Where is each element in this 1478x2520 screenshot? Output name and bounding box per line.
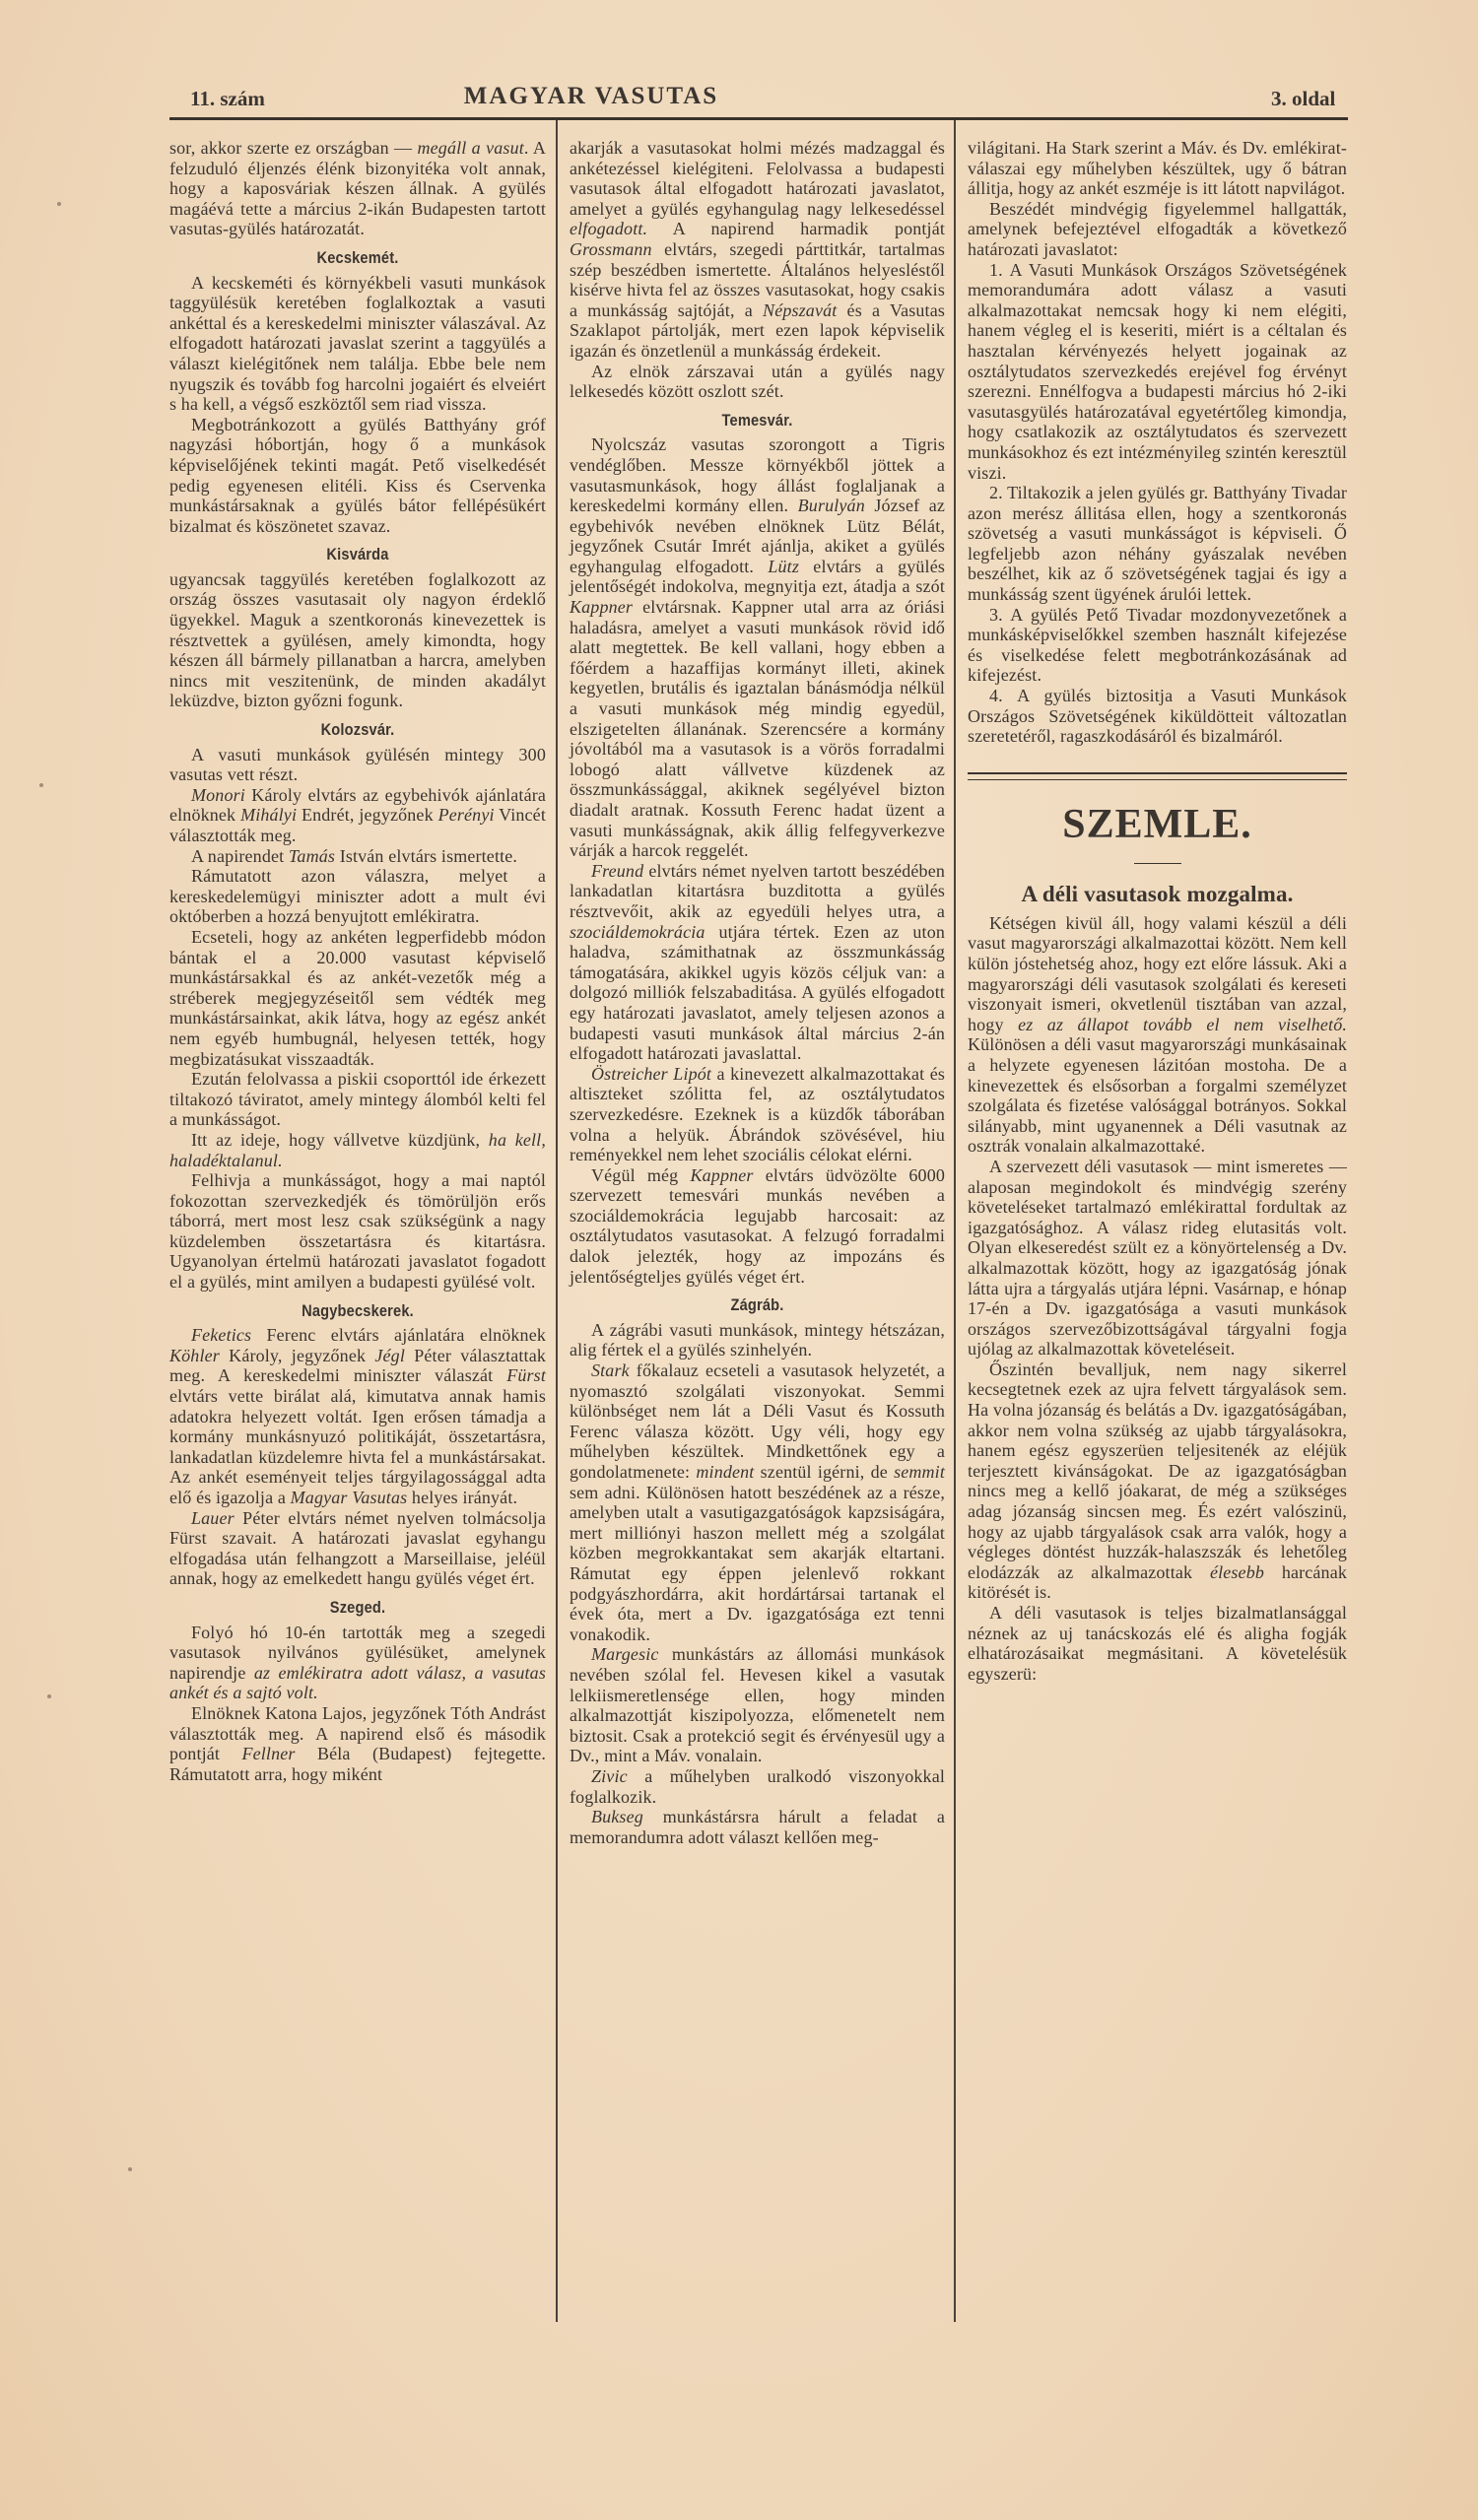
section-heading: Kolozsvár. <box>320 720 395 740</box>
paragraph: Margesic munkástárs az állomási munkások nevében szólal fel. Hevesen kikel a vasutak lelkiismeretlensége ellen, hogy minden alkalmazottját kiszipolyozza, előmenetelt nem biztosit. Csak a protekció segit és érvényesül ugy a Dv., mint a Máv. vonalain. <box>570 1644 945 1766</box>
paragraph: Lauer Péter elvtárs német nyelven tolmácsolja Fürst szavait. A határozati javaslat egyhangu elfogadása után felhangzott a Marseillaise, jeléül annak, hogy az emelkedett hangu gyülés véget ért. <box>169 1507 546 1589</box>
italic-emphasis: élesebb <box>1209 1561 1264 1582</box>
scan-speck <box>57 202 61 206</box>
italic-emphasis: megáll a vasut <box>417 138 524 158</box>
paragraph: Az elnök zárszavai után a gyülés nagy lelkesedés között oszlott szét. <box>570 361 945 402</box>
paragraph: Elnöknek Katona Lajos, jegyzőnek Tóth Andrást választották meg. A napirend első és második pontját Fellner Béla (Budapest) fejtegette. Rámutatott arra, hogy miként <box>169 1702 546 1784</box>
paragraph: Östreicher Lipót a kinevezett alkalmazottakat és altiszteket szólitta fel, az osztálytudatos szervezkedésre. Ezeknek is a küzdők táborában volna a helyük. Ábrándok szövésével, hiu reményekkel nem lehet szociális célokat elérni. <box>570 1063 945 1165</box>
section-heading: Zágráb. <box>730 1295 784 1315</box>
column-1 <box>169 138 546 1784</box>
paragraph: Nyolcszáz vasutas szorongott a Tigris vendéglőben. Messze környékből jöttek a vasutasmunkások, hogy állást foglaljanak a kereskedelmi kormány ellen. Burulyán József az egybehivók nevében elnöknek Lütz Bélát, jegyzőnek Csutár Imrét ajánlja, akiket a gyülés egyhangulag elfogadott. Lütz elvtárs a gyülés jelentőségét indokolva, megnyitja ezt, átadja a szót Kappner elvtársnak. Kappner utal arra az óriási haladásra, amelyet a vasuti munkások rövid idő alatt megtettek. Be kell vallani, hogy ebben a főérdem a hazaffijas kormányt illeti, akinek kegyetlen, brutális és igaztalan bánásmódja nélkül a vasuti munkások még mindig egyedül, elszigetelten állanának. Szerencsére a kormány jóvoltából ma a vasutasok is a vörös forradalmi lobogó alatt vállvetve küzdenek az összmunkássággal, akiknek segélyével bizton diadalt aratnak. Kossuth Ferenc hadat üzent a vasuti munkásságnak, akik állig felfegyverkezve várják a harcok reggelét. <box>570 434 946 861</box>
italic-emphasis: Fürst <box>506 1365 546 1386</box>
paragraph: Stark főkalauz ecseteli a vasutasok helyzetét, a nyomasztó szolgálati viszonyokat. Semmi különbséget nem lát a Déli Vasut és Kossuth Ferenc válasza között. Ugy véli, hogy egy műhelyben készültek. Mindkettőnek egy a gondolatmenete: mindent szentül igérni, de semmit sem adni. Különösen hatott beszédének az a része, amelyben utalt a vasutigazgatóságok kapzsiságára, mert milliónyi haszon mellett még a szolgálat közben megrokkantakat sem akarják eltartani. Rámutat egy éppen jelenlevő rokkant podgyászhordárra, akit hordártársai tartanak el évek óta, mert a Dv. igazgatósága ezt tenni vonakodik. <box>570 1360 945 1644</box>
section-title: SZEMLE. <box>1062 801 1252 847</box>
paragraph: Rámutatott azon válaszra, melyet a kereskedelemügyi miniszter adott a mult évi októberben a hozzá benyujtott emlékiratra. <box>169 866 546 927</box>
section-heading: Kecskemét. <box>316 247 399 267</box>
paragraph: Zivic a műhelyben uralkodó viszonyokkal foglalkozik. <box>570 1765 945 1807</box>
paragraph: Ecseteli, hogy az ankéten legperfidebb módon bántak el a 20.000 vasutast képviselő munkástársakkal és az ankét-vezetők még a stréberek megjegyzéseitől sem védték meg munkástársainkat, akik látva, hogy az egész ankét nem egyéb humbugnál, helyesen tették, hogy megbizatásukat visszaadták. <box>169 926 546 1069</box>
italic-emphasis: mindent <box>696 1462 755 1482</box>
section-rule <box>968 772 1347 780</box>
scan-speck <box>39 783 43 787</box>
italic-emphasis: ha kell, haladéktalanul. <box>169 1129 546 1170</box>
section-heading: Nagybecskerek. <box>302 1300 414 1320</box>
italic-emphasis: Lauer <box>191 1507 235 1528</box>
paragraph: A déli vasutasok is teljes bizalmatlansággal néznek az uj tanácskozás elé és aligha fogják elhatározásaikat megmásitani. A követelésük egyszerü: <box>968 1603 1347 1684</box>
paragraph: világitani. Ha Stark szerint a Máv. és Dv. emlékirat-válaszai egy műhelyben készültek, ugy ő bátran állitja, hogy az ankét eszméje is itt látott napvilágot. <box>968 138 1347 199</box>
paragraph: A vasuti munkások gyülésén mintegy 300 vasutas vett részt. <box>169 744 546 785</box>
page-number: 3. oldal <box>1271 87 1336 110</box>
italic-emphasis: Stark <box>591 1360 630 1381</box>
paragraph: 1. A Vasuti Munkások Országos Szövetségének memorandumára adott válasz a vasuti alkalmazottakat nemcsak hogy ki nem elégiti, hanem végleg el is keseriti, miért is a céltalan és hasztalan kérvényezés helyett jogainak az osztálytudatos szervezkedés erejével fog érvényt szerezni. Ennélfogva a budapesti március hó 2-iki vasutasgyülés határozatával egyetértőleg kimondja, hogy csatlakozik az osztálytudatos és szervezett munkásokhoz és ezt intézményileg szintén keresztül viszi. <box>968 259 1347 483</box>
italic-emphasis: Östreicher Lipót <box>591 1063 712 1084</box>
paragraph: ugyancsak taggyülés keretében foglalkozott az ország összes vasutasait oly nagyon érdeklő ügyekkel. Maguk a szentkoronás kinevezettek is résztvettek a gyülésen, amely kimondta, hogy készen áll bármely pillanatban a harcra, amelyben nincs mit veszitenünk, de minden akadályt leküzdve, bizton győzni fogunk. <box>169 568 546 711</box>
italic-emphasis: Tamás <box>288 845 336 866</box>
italic-emphasis: Burulyán <box>797 496 865 516</box>
column-2 <box>570 138 945 1847</box>
paragraph: sor, akkor szerte ez országban — megáll a vasut. A felzuduló éljenzés élénk bizonyitéka volt annak, hogy a kaposváriak készen állnak. A gyülés magáévá tette a március 2-ikán Budapesten tartott vasutas-gyülés határozatát. <box>169 138 546 239</box>
italic-emphasis: szociáldemokrácia <box>570 921 705 942</box>
paragraph: Beszédét mindvégig figyelemmel hallgatták, amelynek befejeztével elfogadták a következő határozati javaslatot: <box>968 198 1347 259</box>
italic-emphasis: Népszavát <box>763 299 838 320</box>
header-rule <box>169 117 1348 120</box>
masthead-title: MAGYAR VASUTAS <box>463 83 719 109</box>
paragraph: A napirendet Tamás István elvtárs ismertette. <box>191 845 518 866</box>
article-headline: A déli vasutasok mozgalma. <box>1021 881 1294 906</box>
section-heading: Szeged. <box>329 1597 386 1617</box>
paragraph: Feketics Ferenc elvtárs ajánlatára elnöknek Köhler Károly, jegyzőnek Jégl Péter választattak meg. A kereskedelmi miniszter válaszát Fürst elvtárs vette birálat alá, kimutatva annak hamis adatokra helyezett voltát. Igen erősen támadja a kormány munkásnyuzó politikáját, összetartásra, lankadatlan küzdelemre hivta fel a munkástársakat. Az ankét eseményeit teljes tárgyilagossággal adta elő és igazolja a Magyar Vasutas helyes irányát. <box>169 1325 546 1507</box>
scan-speck <box>47 1694 51 1698</box>
italic-emphasis: Margesic <box>591 1644 659 1665</box>
italic-emphasis: Köhler <box>169 1345 220 1365</box>
paragraph: 2. Tiltakozik a jelen gyülés gr. Batthyány Tivadar azon merész állitása ellen, hogy a szentkoronás szövetség a vasuti munkásságot is képviseli. Ő legfeljebb azon néhány gyászalak nevében beszélhet, kik az ő szövetségének tagjai és igy a munkásság szent ügyének árulói lettek. <box>968 483 1347 605</box>
paragraph: 3. A gyülés Pető Tivadar mozdonyvezetőnek a munkásképviselőkkel szemben használt kifejezése és viselkedése felett megbotránkozásának ad kifejezést. <box>968 604 1347 686</box>
paragraph: Bukseg munkástársra hárult a feladat a memorandumra adott választ kellően meg- <box>570 1807 945 1847</box>
paragraph: Kétségen kivül áll, hogy valami készül a déli vasut magyarországi alkalmazottai között. Nem kell külön jóstehetség ahoz, hogy ezt előre lássuk. Aki a magyarországi déli vasutasok szolgálati és kereseti viszonyait ismeri, okvetlenül tisztában van azzal, hogy ez az állapot tovább el nem viselhető. Különösen a déli vasut magyarországi munkásainak a helyzete egyenesen lázitóan mostoha. De a kinevezettek és elsősorban a forgalmi személyzet szolgálata és fizetése valósággal botrányos. Sokkal silányabb, mint ugyanennek a Déli vasutnak az osztrák vonalain alkalmazottaké. <box>968 912 1348 1157</box>
paragraph: Végül még Kappner elvtárs üdvözölte 6000 szervezett temesvári munkás nevében a szociáldemokrácia legujabb harcosait: az osztálytudatos vasutasokat. A felzugó forradalmi dalok jelezték, hogy az impozáns és jelentőségteljes gyülés véget ért. <box>570 1164 945 1287</box>
italic-emphasis: Feketics <box>191 1325 252 1346</box>
scan-speck <box>128 2167 132 2171</box>
paragraph: Felhivja a munkásságot, hogy a mai naptól fokozottan szervezkedjék és tömörüljön erős táborrá, mert most lesz csak szükségünk a nagy küzdelemben összetartásra és kitartásra. Ugyanolyan értelmü határozati javaslatot fogadott el a gyülés, mint amilyen a budapesti gyülésé volt. <box>169 1170 546 1293</box>
italic-emphasis: Fellner <box>241 1744 296 1764</box>
italic-emphasis: Kappner <box>690 1164 754 1185</box>
issue-number: 11. szám <box>190 87 265 110</box>
italic-emphasis: Lütz <box>768 556 799 576</box>
italic-emphasis: Freund <box>591 860 644 881</box>
paragraph: Ezután felolvassa a piskii csoporttól ide érkezett tiltakozó táviratot, amely mintegy álomból kelti fel a munkásságot. <box>169 1069 546 1130</box>
resolution-article <box>968 138 1347 747</box>
italic-emphasis: Mihályi <box>240 805 298 826</box>
italic-emphasis: Bukseg <box>591 1807 643 1827</box>
italic-emphasis: Grossmann <box>570 238 652 259</box>
section-heading: Temesvár. <box>721 410 793 430</box>
paragraph: Megbotránkozott a gyülés Batthyány gróf nagyzási hóbortján, hogy ő a munkások képviselőjének tekinti magát. Pető viselkedését pedig egyenesen elitéli. Kiss és Cservenka munkástársaknak a gyülés bátor fellépésükért bizalmat és köszönetet szavaz. <box>169 414 546 536</box>
italic-emphasis: ez az állapot tovább el nem viselhető. <box>1018 1014 1348 1034</box>
paragraph: A kecskeméti és környékbeli vasuti munkások taggyülésük keretében foglalkoztak a vasuti ankéttal és a kereskedelmi miniszter válaszával. Az elfogadott határozati javaslat szerint a taggyülés a választ kielégitőnek nem találja. Ebbe bele nem nyugszik és tovább fog harcolni jogaiért és elveiért s ha kell, a végső eszköztől sem riad vissza. <box>169 272 546 415</box>
paragraph: Monori Károly elvtárs az egybehivók ajánlatára elnöknek Mihályi Endrét, jegyzőnek Perényi Vincét választották meg. <box>169 784 546 845</box>
paragraph: 4. A gyülés biztositja a Vasuti Munkások Országos Szövetségének kiküldötteit változatlan szeretetéről, ragaszkodásáról és bizalmáról. <box>968 686 1347 747</box>
paragraph: Folyó hó 10-én tartották meg a szegedi vasutasok nyilvános gyülésüket, amelynek napirendje az emlékiratra adott válasz, a vasutas ankét és a sajtó volt. <box>169 1622 546 1703</box>
italic-emphasis: az emlékiratra adott válasz, a vasutas ankét és a sajtó volt. <box>169 1662 546 1703</box>
italic-emphasis: semmit <box>894 1462 945 1482</box>
italic-emphasis: Kappner <box>570 597 634 618</box>
column-divider <box>556 120 558 2322</box>
paragraph: Őszintén bevalljuk, nem nagy sikerrel kecsegtetnek ezek az ujra felvett tárgyalások sem. Ha volna józanság és belátás a Dv. igazgatóságában, akkor nem volna szükség az ujabb tárgyalásokra, hanem egész egyszerüen teljesitenék az eléjük terjesztett kivánságokat. De az igazgatóságban nincs meg a kellő jóakarat, de még a szükséges adag józanság sincsen meg. És ezért valószinü, hogy az ujabb tárgyalások csak arra valók, hogy a végleges döntést huzzák-halaszszák és lehetőleg elodázzák az alkalmazottak élesebb harcának kitörését is. <box>968 1359 1347 1603</box>
italic-emphasis: Perényi <box>437 805 495 826</box>
szemle-article <box>968 913 1347 1685</box>
column-divider <box>954 120 956 2322</box>
section-heading: Kisvárda <box>326 545 389 564</box>
italic-emphasis: Zivic <box>591 1765 628 1786</box>
paragraph: Itt az ideje, hogy vállvetve küzdjünk, ha kell, haladéktalanul. <box>169 1129 546 1170</box>
italic-emphasis: Jégl <box>374 1345 405 1365</box>
title-rule <box>1134 863 1181 864</box>
italic-emphasis: Magyar Vasutas <box>290 1488 408 1507</box>
italic-emphasis: elfogadott. <box>570 219 648 239</box>
italic-emphasis: Monori <box>191 784 245 805</box>
paragraph: A szervezett déli vasutasok — mint ismeretes — alaposan megindokolt és mindvégig szerény követeléseket tartalmazó emlékirattal fordultak az igazgatósághoz. A válasz rideg elutasitás volt. Olyan elkeseredést szült ez a könyörtelenség a Dv. alkalmazottak között, hogy az igazgatóság jónak látta ujra a tárgyalás utjára lépni. Vasárnap, e hónap 17-én a Dv. igazgatósága a vasuti munkások országos szervezőbizottságával tárgyalni fogja ujólag az alkalmazottak követeléseit. <box>968 1156 1347 1359</box>
paragraph: Freund elvtárs német nyelven tartott beszédében lankadatlan kitartásra buzditotta a gyülés résztvevőit, akik az egyedüli helyes utra, a szociáldemokrácia utjára tértek. Ezen az uton haladva, számithatnak az összmunkásság támogatására, akikkel ugyis közös céljuk van: a dolgozó milliók felszabaditása. A gyülés elfogadott egy határozati javaslatot, amely teljesen azonos a budapesti vasuti munkások által március 2-án elfogadott határozati javaslattal. <box>570 860 945 1064</box>
column-3 <box>968 138 1347 1684</box>
paragraph: akarják a vasutasokat holmi mézés madzaggal és ankétezéssel kielégiteni. Felolvassa a budapesti vasutasok által elfogadott határozati javaslatot, amelyet a gyülés egyhangulag nagy lelkesedéssel elfogadott. A napirend harmadik pontját Grossmann elvtárs, szegedi párttitkár, tartalmas szép beszédben ismertette. Általános helyesléstől kisérve hivta fel az összes vasutasokat, hogy csakis a munkásság sajtóját, a Népszavát és a Vasutas Szaklapot pártolják, mert ezen lapok képviselik igazán és önzetlenül a munkásság érdekeit. <box>570 138 945 361</box>
paragraph: A zágrábi vasuti munkások, mintegy hétszázan, alig fértek el a gyülés szinhelyén. <box>570 1319 945 1360</box>
